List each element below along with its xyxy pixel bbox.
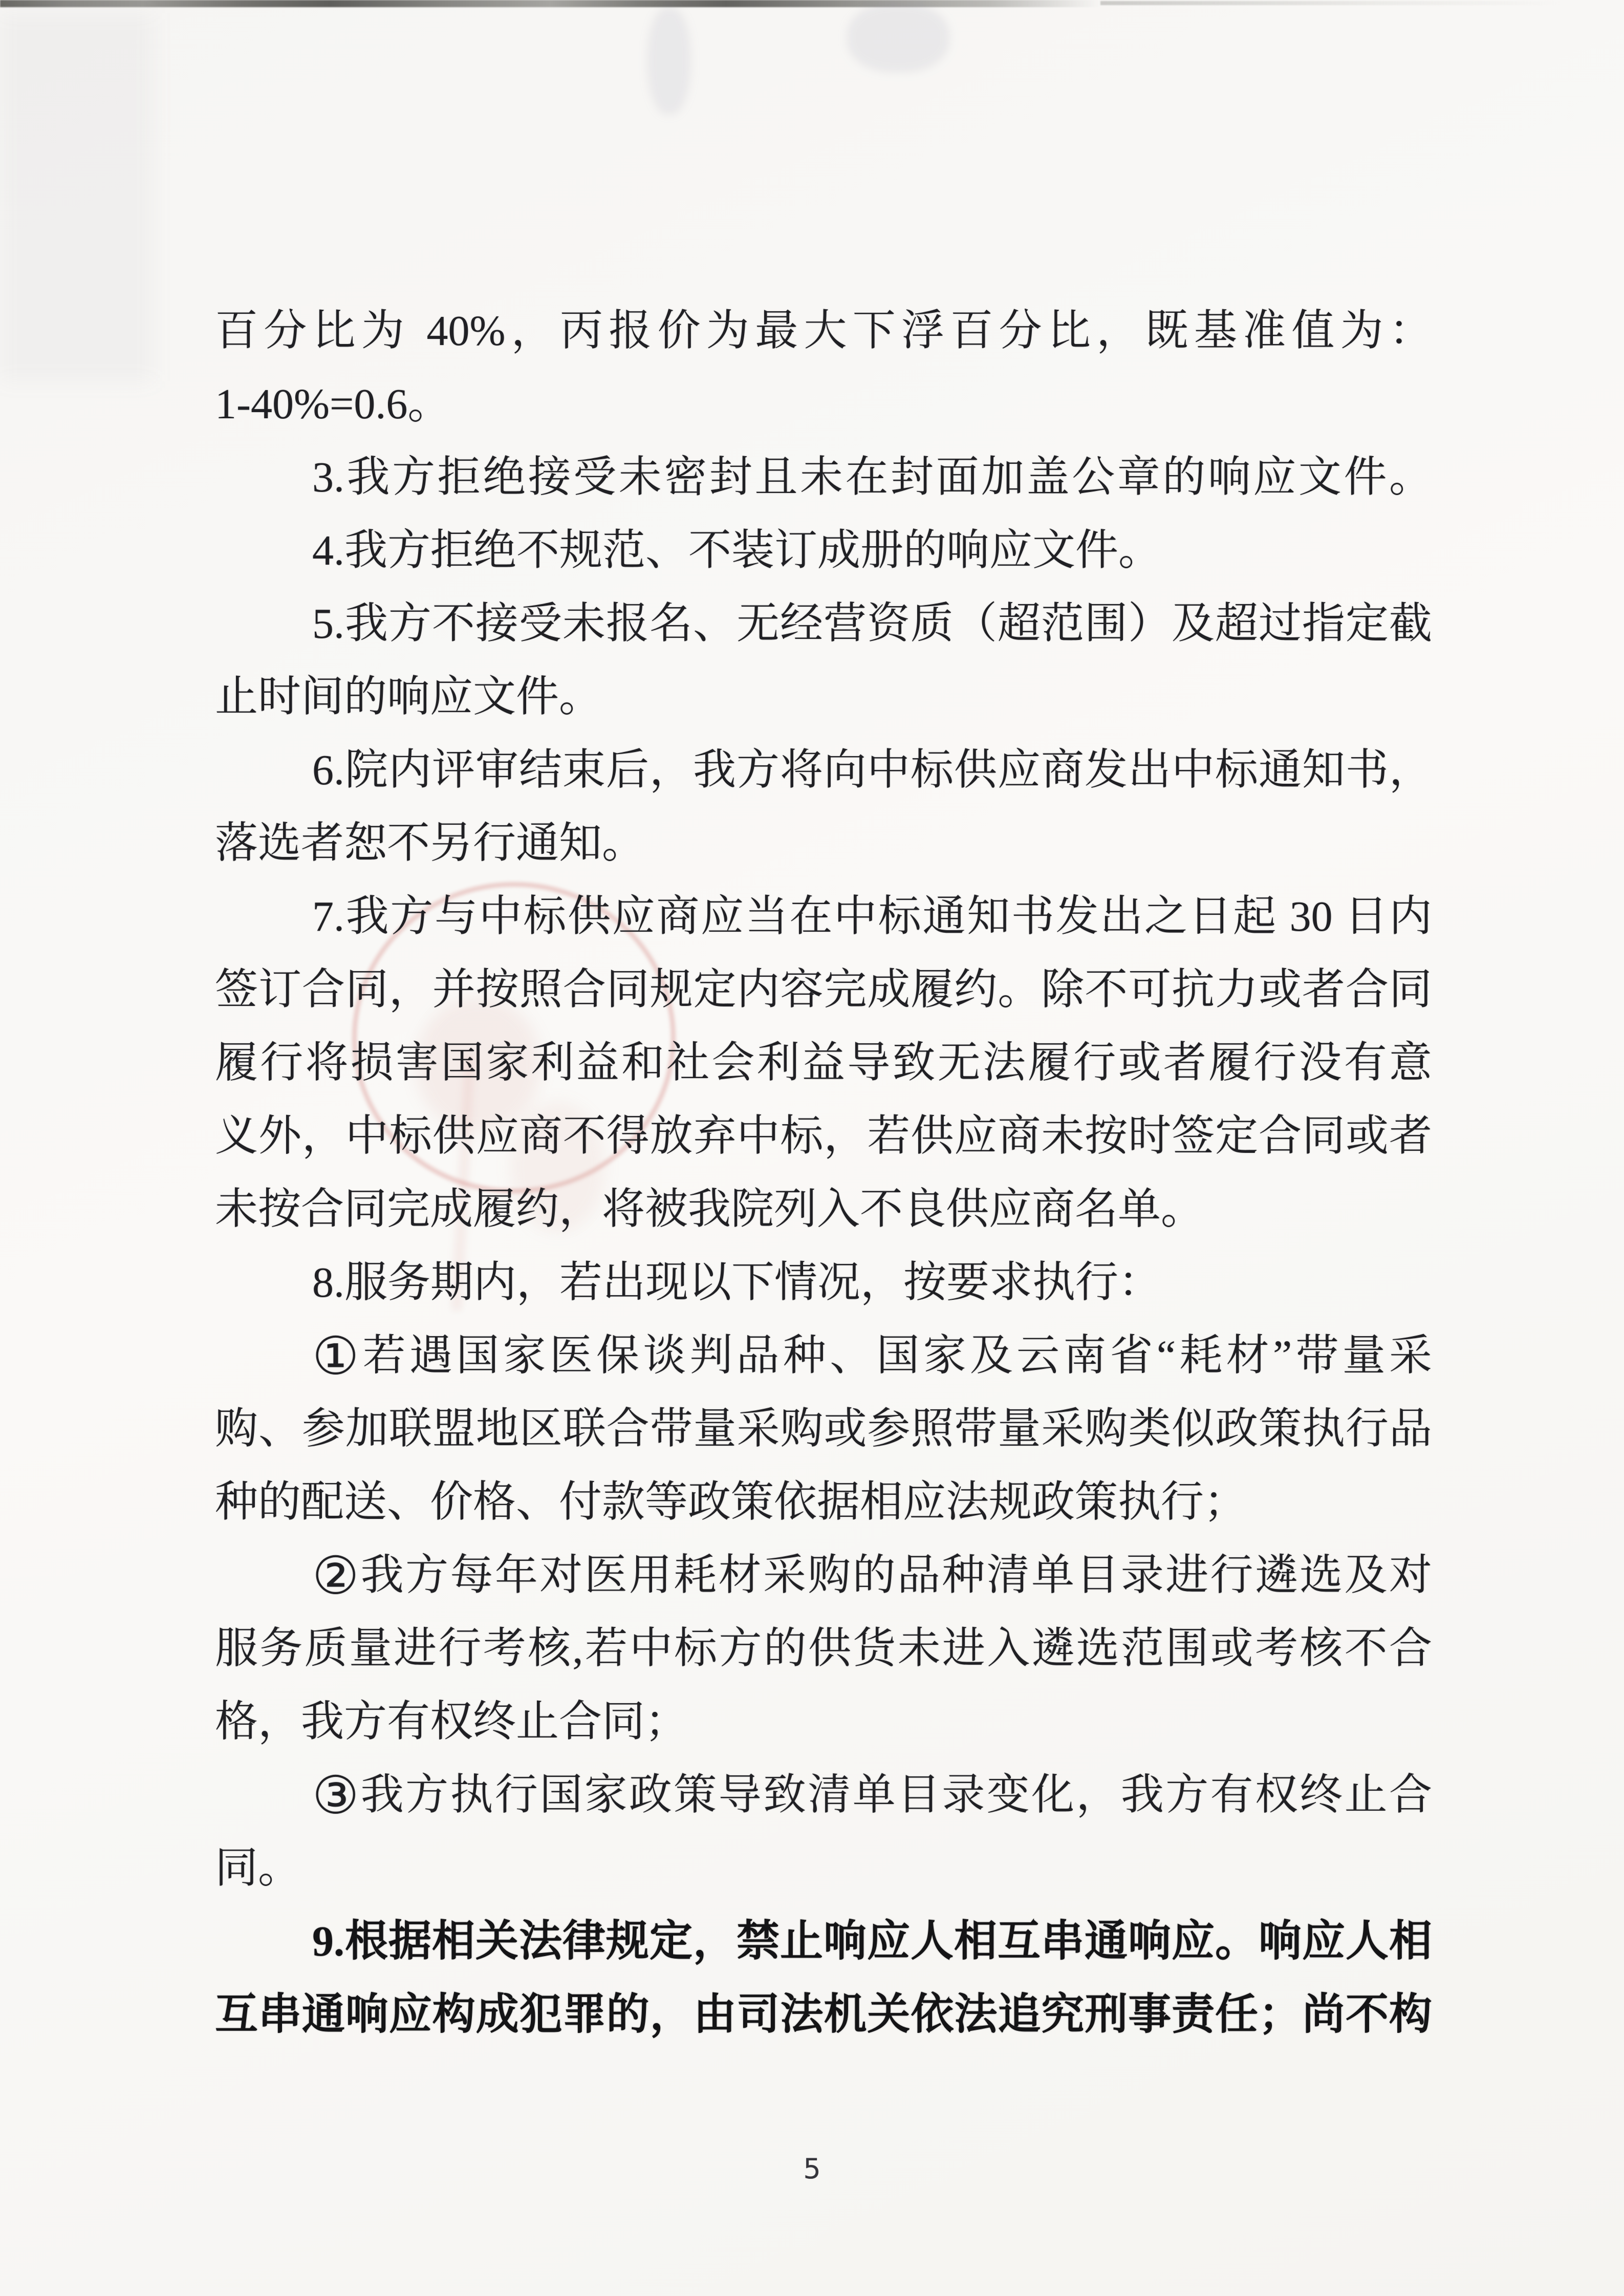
text-line: 未按合同完成履约，将被我院列入不良供应商名单。 xyxy=(215,1186,1204,1233)
text-line: 9.根据相关法律规定，禁止响应人相互串通响应。响应人相 xyxy=(312,1918,1432,1965)
text-line: 7.我方与中标供应商应当在中标通知书发出之日起 30 日内 xyxy=(312,893,1432,940)
text-line: 8.服务期内，若出现以下情况，按要求执行： xyxy=(312,1259,1162,1306)
circled-number: ② xyxy=(312,1548,361,1605)
text-line: 履行将损害国家利益和社会利益导致无法履行或者履行没有意 xyxy=(215,1039,1432,1087)
text-line: ②我方每年对医用耗材采购的品种清单目录进行遴选及对 xyxy=(312,1548,1432,1605)
text-line: ①若遇国家医保谈判品种、国家及云南省“耗材”带量采 xyxy=(312,1328,1432,1386)
text-line: 1-40%=0.6。 xyxy=(215,380,451,428)
circled-number: ① xyxy=(312,1328,363,1386)
text-line: 服务质量进行考核,若中标方的供货未进入遴选范围或考核不合 xyxy=(215,1625,1432,1672)
text-line: 4.我方拒绝不规范、不装订成册的响应文件。 xyxy=(312,527,1162,574)
text-line: 同。 xyxy=(215,1844,301,1892)
document-text xyxy=(215,294,1432,2051)
text-line: 互串通响应构成犯罪的，由司法机关依法追究刑事责任；尚不构 xyxy=(215,1991,1432,2038)
text-line: 格，我方有权终止合同； xyxy=(215,1698,688,1746)
scan-edge-artifact xyxy=(0,0,1100,7)
page-number: 5 xyxy=(803,2153,821,2185)
text-line: 种的配送、价格、付款等政策依据相应法规政策执行； xyxy=(215,1478,1247,1526)
scan-edge-artifact-right xyxy=(1100,1,1561,5)
text-line: 落选者恕不另行通知。 xyxy=(215,820,645,867)
text-line: 止时间的响应文件。 xyxy=(215,673,602,721)
scan-smudge xyxy=(847,3,949,72)
text-line: 购、参加联盟地区联合带量采购或参照带量采购类似政策执行品 xyxy=(215,1405,1432,1453)
text-line: 5.我方不接受未报名、无经营资质（超范围）及超过指定截 xyxy=(312,600,1432,648)
scan-smudge xyxy=(0,13,154,381)
text-line: 3.我方拒绝接受未密封且未在封面加盖公章的响应文件。 xyxy=(312,454,1432,501)
text-line: ③我方执行国家政策导致清单目录变化，我方有权终止合 xyxy=(312,1767,1432,1825)
text-line: 义外，中标供应商不得放弃中标，若供应商未按时签定合同或者 xyxy=(215,1112,1432,1160)
scan-smudge xyxy=(647,7,691,115)
text-line: 6.院内评审结束后，我方将向中标供应商发出中标通知书， xyxy=(312,746,1432,794)
text-line: 百分比为 40%，丙报价为最大下浮百分比，既基准值为： xyxy=(215,307,1432,355)
circled-number: ③ xyxy=(312,1767,361,1825)
text-line: 签订合同，并按照合同规定内容完成履约。除不可抗力或者合同 xyxy=(215,966,1432,1014)
